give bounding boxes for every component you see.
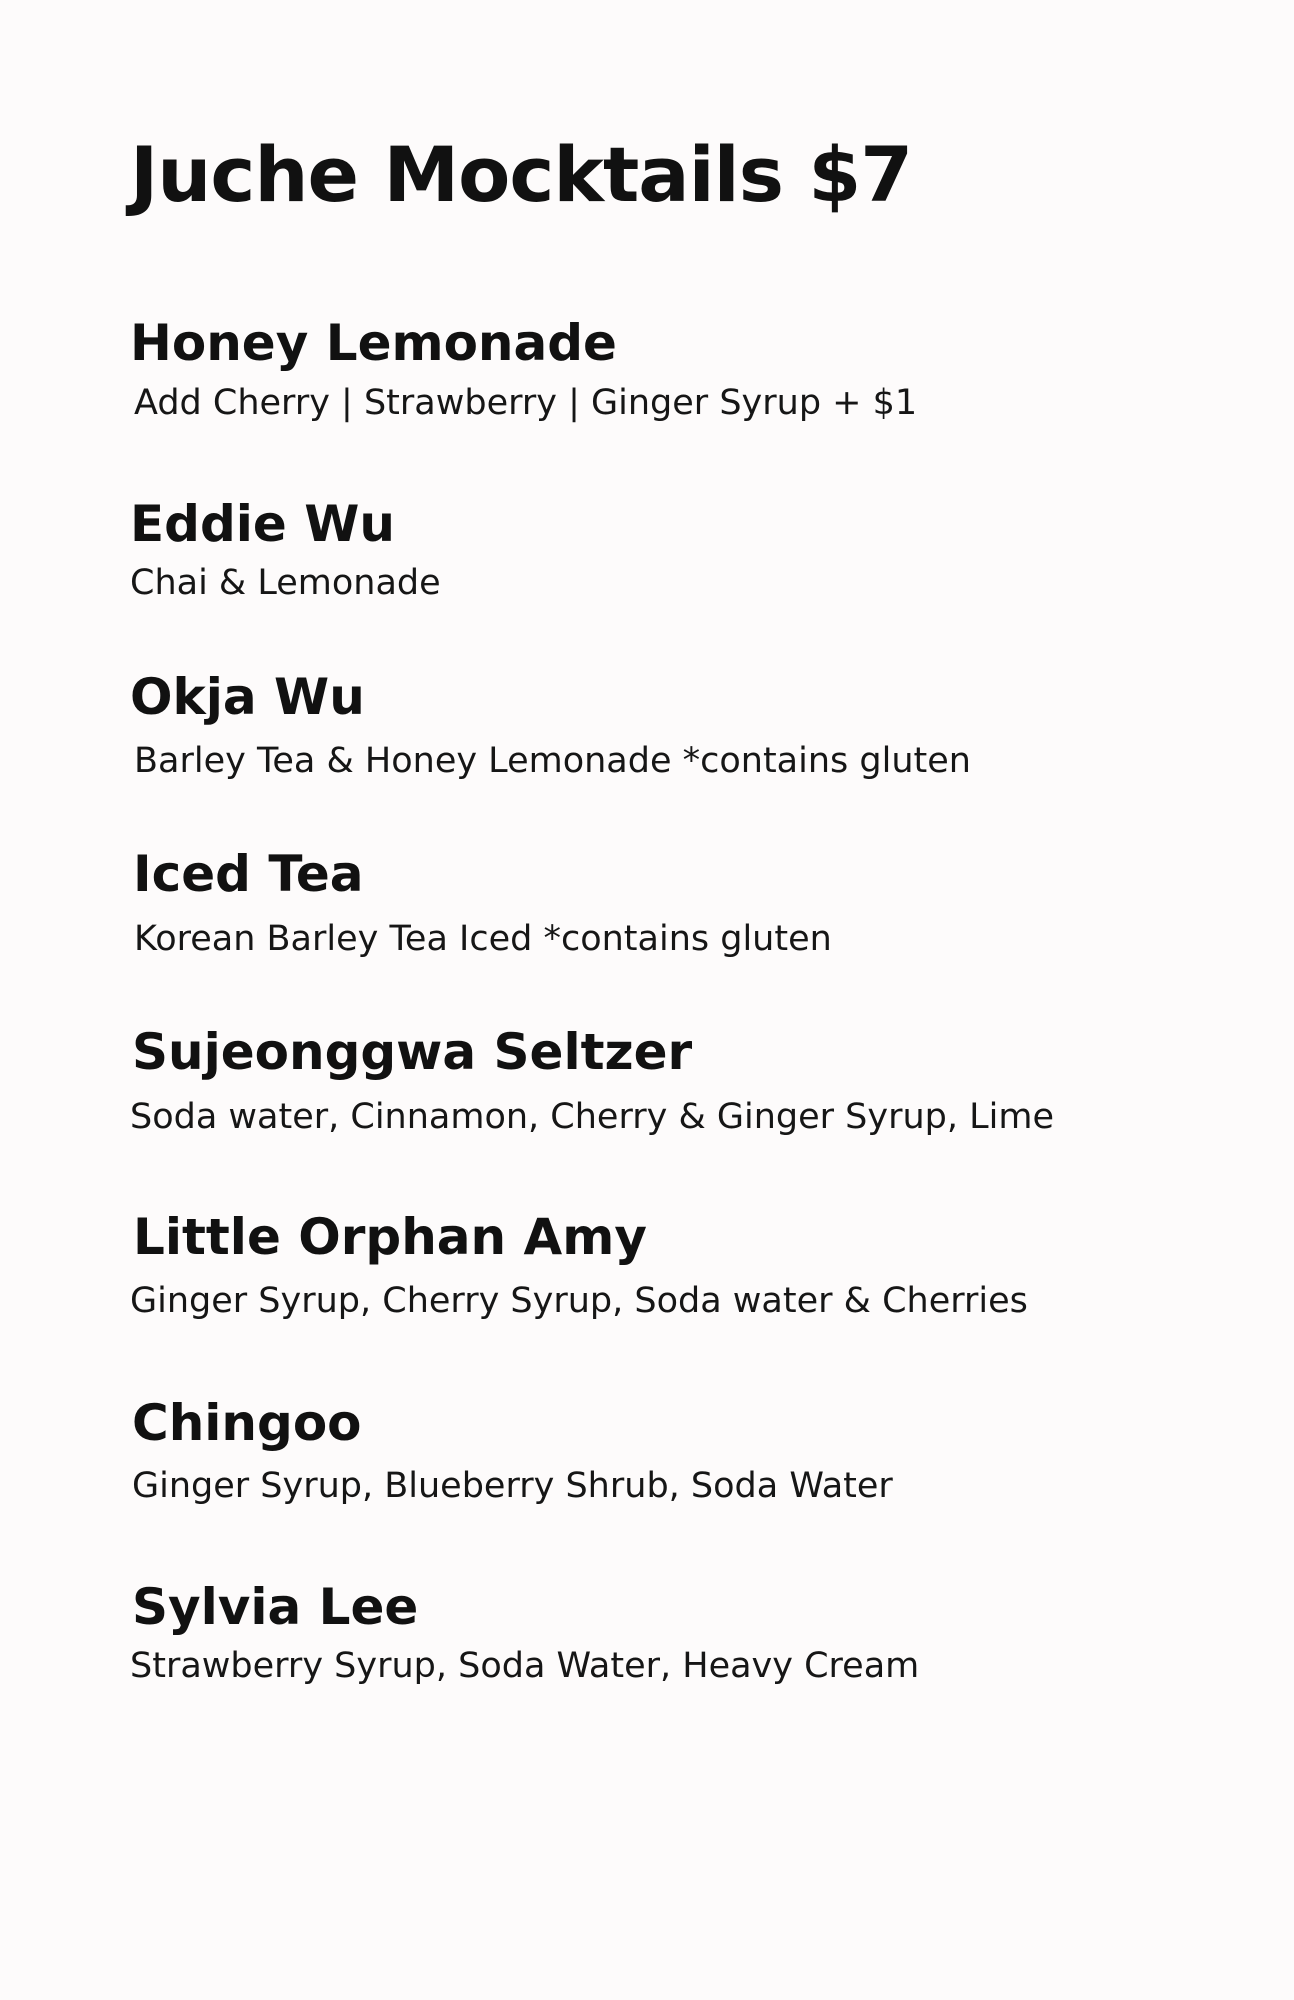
menu-item-name: Honey Lemonade	[130, 314, 617, 372]
menu-item-description: Ginger Syrup, Cherry Syrup, Soda water & Cherries	[130, 1281, 1028, 1321]
menu-item-name: Iced Tea	[133, 845, 364, 903]
menu-item-name: Chingoo	[132, 1394, 362, 1452]
menu-item-description: Barley Tea & Honey Lemonade *contains gluten	[134, 741, 971, 781]
menu-title: Juche Mocktails $7	[130, 130, 913, 219]
menu-item-description: Ginger Syrup, Blueberry Shrub, Soda Water	[132, 1466, 893, 1506]
menu-item-description: Chai & Lemonade	[130, 563, 441, 603]
menu-item-name: Sujeonggwa Seltzer	[132, 1023, 693, 1081]
menu-item-description: Add Cherry | Strawberry | Ginger Syrup + $1	[134, 383, 918, 423]
menu-item-name: Okja Wu	[130, 668, 365, 726]
menu-item-description: Korean Barley Tea Iced *contains gluten	[134, 919, 832, 959]
menu-item-description: Strawberry Syrup, Soda Water, Heavy Cream	[130, 1646, 920, 1686]
menu-item-description: Soda water, Cinnamon, Cherry & Ginger Syrup, Lime	[130, 1097, 1054, 1137]
menu-item-name: Little Orphan Amy	[133, 1208, 647, 1266]
menu-item-name: Eddie Wu	[130, 495, 395, 553]
menu-item-name: Sylvia Lee	[132, 1578, 419, 1636]
